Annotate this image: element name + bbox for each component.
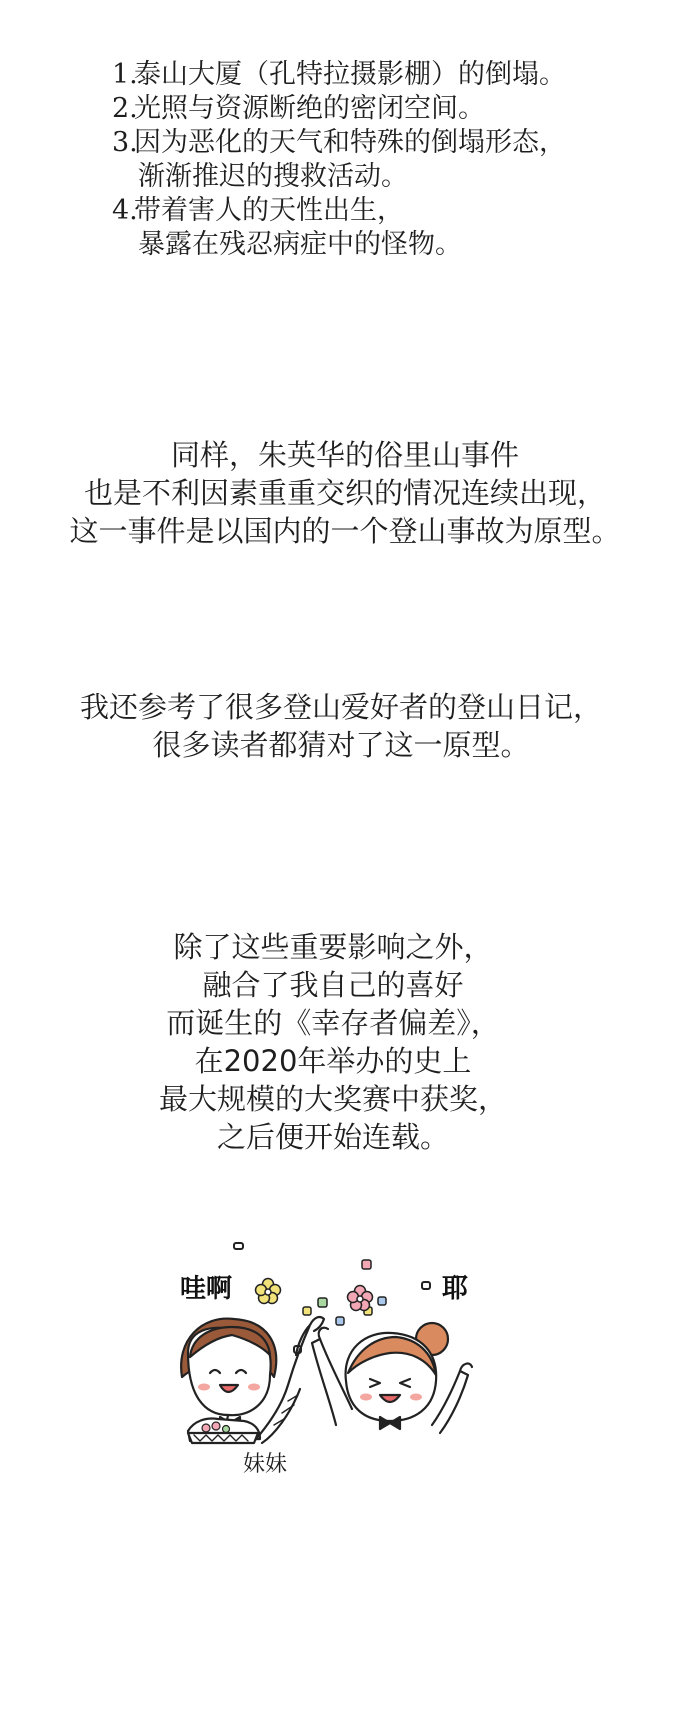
paragraph-line: 这一事件是以国内的一个登山事故为原型。 (69, 514, 621, 548)
list-text-continued: 渐渐推迟的搜救活动。 (138, 161, 408, 192)
paragraph-line: 同样，朱英华的俗里山事件 (170, 438, 519, 472)
list-number: 3. (112, 127, 138, 158)
list-item (112, 194, 566, 228)
paragraph-line: 也是不利因素重重交织的情况连续出现， (83, 476, 606, 510)
paragraph-line: 在2020年举办的史上 (194, 1044, 472, 1078)
paragraph-1 (0, 436, 690, 550)
left-character (181, 1317, 324, 1443)
paragraph-line: 融合了我自己的喜好 (202, 968, 464, 1002)
right-character (312, 1323, 472, 1433)
flower-pink-icon (348, 1286, 373, 1311)
right-exclamation: 耶 (442, 1274, 469, 1304)
paragraph-line: 很多读者都猜对了这一原型。 (152, 728, 530, 762)
paragraph-line: 最大规模的大奖赛中获奖， (158, 1082, 507, 1116)
list-number: 1. (112, 59, 138, 90)
list-number: 2. (112, 93, 138, 124)
flower-yellow-icon (256, 1279, 281, 1304)
list-text: 带着害人的天性出生， (134, 195, 404, 226)
paragraph-line: 除了这些重要影响之外， (173, 930, 493, 964)
list-text: 泰山大厦（孔特拉摄影棚）的倒塌。 (134, 59, 566, 90)
paragraph-line: 而诞生的《幸存者偏差》， (166, 1006, 500, 1040)
numbered-list (112, 58, 566, 262)
left-exclamation: 哇啊 (180, 1274, 233, 1304)
list-text: 因为恶化的天气和特殊的倒塌形态， (134, 127, 566, 158)
paragraph-3 (0, 928, 678, 1156)
list-item (112, 92, 566, 126)
illustration-caption: 妹妹 (242, 1452, 287, 1477)
list-item (112, 126, 566, 160)
paragraph-line: 我还参考了很多登山爱好者的登山日记， (79, 690, 602, 724)
list-text-continued: 暴露在残忍病症中的怪物。 (138, 229, 462, 260)
list-number: 4. (112, 195, 138, 226)
list-text: 光照与资源断绝的密闭空间。 (134, 93, 485, 124)
paragraph-2 (0, 688, 686, 764)
paragraph-line: 之后便开始连载。 (216, 1120, 449, 1154)
list-item (112, 58, 566, 92)
